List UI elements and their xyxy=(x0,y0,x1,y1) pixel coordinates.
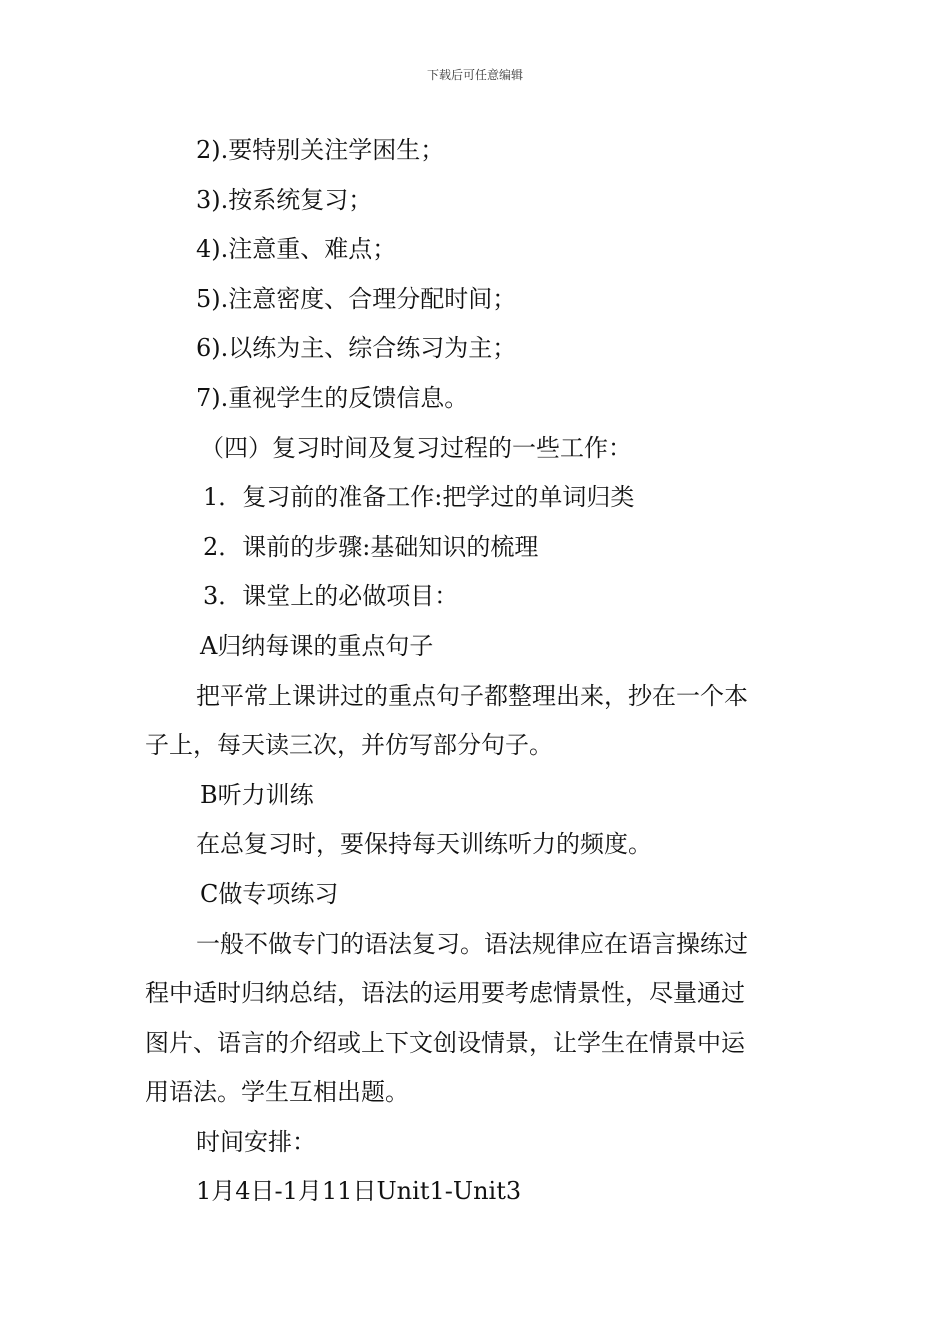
paragraph-line: 图片、语言的介绍或上下文创设情景，让学生在情景中运 xyxy=(145,1028,745,1057)
paragraph-line: 2).要特别关注学困生； xyxy=(196,136,445,164)
paragraph-line: 4).注意重、难点； xyxy=(196,235,397,264)
list-item: 3．课堂上的必做项目： xyxy=(203,582,459,611)
paragraph-line: 时间安排： xyxy=(196,1127,316,1156)
document-body xyxy=(145,126,810,1217)
list-item: 1．复习前的准备工作:把学过的单词归类 xyxy=(203,483,635,512)
paragraph-line: 一般不做专门的语法复习。语法规律应在语言操练过 xyxy=(196,929,748,958)
paragraph-line: 3).按系统复习； xyxy=(196,185,373,214)
paragraph-line: 程中适时归纳总结，语法的运用要考虑情景性，尽量通过 xyxy=(145,979,745,1008)
paragraph-line: 用语法。学生互相出题。 xyxy=(145,1078,409,1107)
paragraph-line: 6).以练为主、综合练习为主； xyxy=(196,334,517,363)
paragraph-line: 5).注意密度、合理分配时间； xyxy=(196,284,517,313)
list-item: 2．课前的步骤:基础知识的梳理 xyxy=(203,532,539,561)
paragraph-line: 7).重视学生的反馈信息。 xyxy=(196,383,469,412)
paragraph-line: 1月4日-1月11日Unit1-Unit3 xyxy=(196,1177,522,1206)
section-heading: （四）复习时间及复习过程的一些工作： xyxy=(200,433,632,462)
subsection-heading: C做专项练习 xyxy=(200,879,339,908)
paragraph-line: 把平常上课讲过的重点句子都整理出来，抄在一个本 xyxy=(196,681,748,710)
paragraph-line: 子上，每天读三次，并仿写部分句子。 xyxy=(145,731,553,760)
paragraph-line: 在总复习时，要保持每天训练听力的频度。 xyxy=(196,830,652,859)
subsection-heading: A归纳每课的重点句子 xyxy=(200,631,434,660)
subsection-heading: B听力训练 xyxy=(200,780,314,809)
page-header: 下载后可任意编辑 xyxy=(426,68,523,82)
